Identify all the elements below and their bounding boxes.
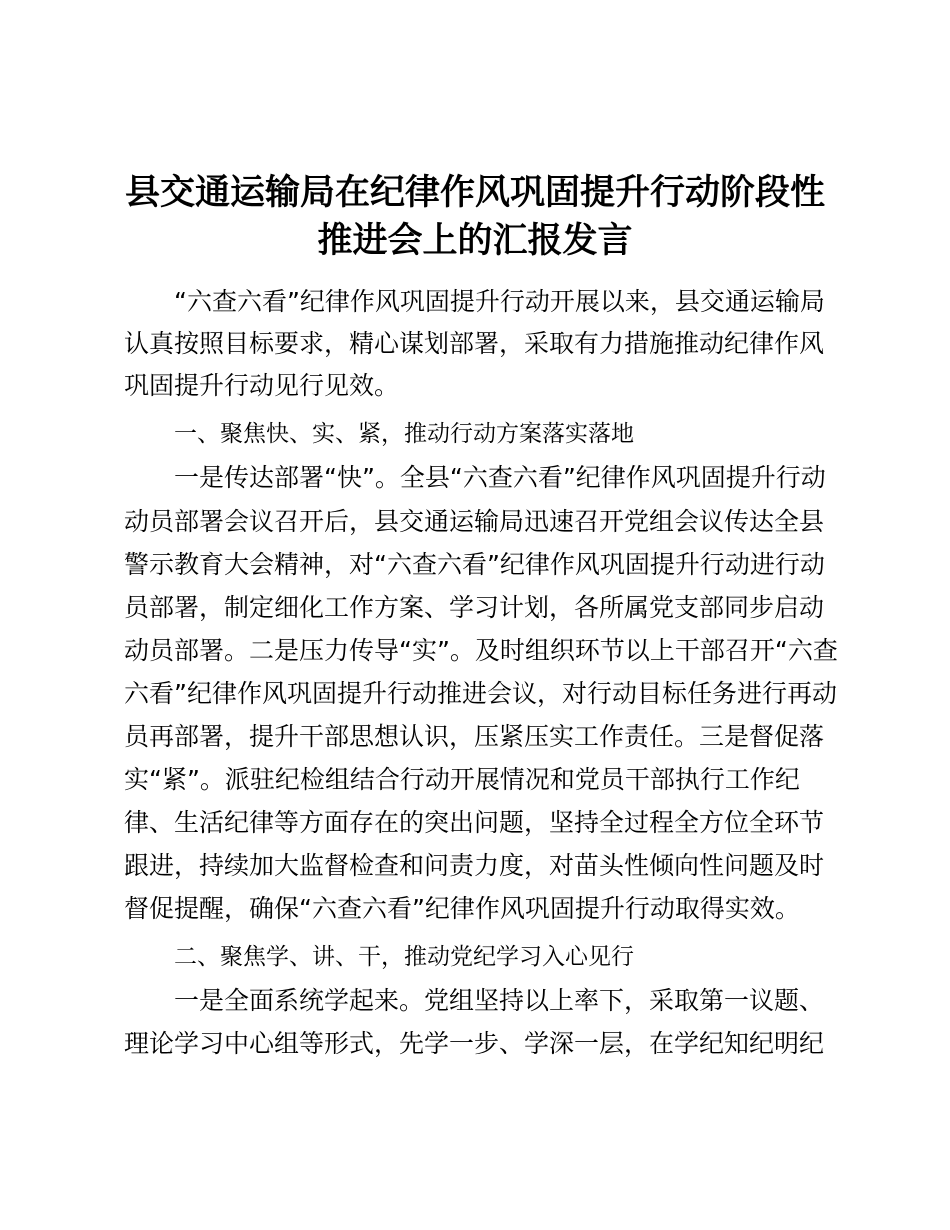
section-heading-2: 二、聚焦学、讲、干，推动党纪学习入心见行 [174, 944, 634, 970]
paragraph-line: 动员部署会议召开后，县交通运输局迅速召开党组会议传达全县 [124, 507, 825, 536]
paragraph-line: 理论学习中心组等形式，先学一步、学深一层，在学纪知纪明纪 [124, 1029, 825, 1058]
paragraph-line: 督促提醒，确保“六查六看”纪律作风巩固提升行动取得实效。 [124, 894, 800, 923]
paragraph-line: 一是全面系统学起来。党组坚持以上率下，采取第一议题、 [174, 986, 825, 1015]
paragraph-line: 员再部署，提升干部思想认识，压紧压实工作责任。三是督促落 [124, 722, 825, 751]
paragraph-line: 一是传达部署“快”。全县“六查六看”纪律作风巩固提升行动 [174, 463, 826, 492]
document-title-line-2: 推进会上的汇报发言 [317, 221, 633, 261]
document-title-line-1: 县交通运输局在纪律作风巩固提升行动阶段性 [124, 173, 825, 213]
paragraph-line: 警示教育大会精神，对“六查六看”纪律作风巩固提升行动进行动 [124, 550, 825, 579]
section-heading-1: 一、聚焦快、实、紧，推动行动方案落实落地 [174, 421, 634, 447]
paragraph-line: 员部署，制定细化工作方案、学习计划，各所属党支部同步启动 [124, 593, 825, 622]
paragraph-line: 跟进，持续加大监督检查和问责力度，对苗头性倾向性问题及时 [124, 851, 825, 880]
paragraph-line: 实“紧”。派驻纪检组结合行动开展情况和党员干部执行工作纪 [124, 765, 800, 794]
paragraph-line: 六看”纪律作风巩固提升行动推进会议，对行动目标任务进行再动 [124, 679, 837, 708]
paragraph-line: 认真按照目标要求，精心谋划部署，采取有力措施推动纪律作风 [124, 329, 825, 358]
paragraph-line: “六查六看”纪律作风巩固提升行动开展以来，县交通运输局 [174, 287, 825, 316]
paragraph-line: 巩固提升行动见行见效。 [124, 371, 400, 400]
paragraph-line: 律、生活纪律等方面存在的突出问题，坚持全过程全方位全环节 [124, 808, 825, 837]
paragraph-line: 动员部署。二是压力传导“实”。及时组织环节以上干部召开“六查 [124, 636, 838, 665]
